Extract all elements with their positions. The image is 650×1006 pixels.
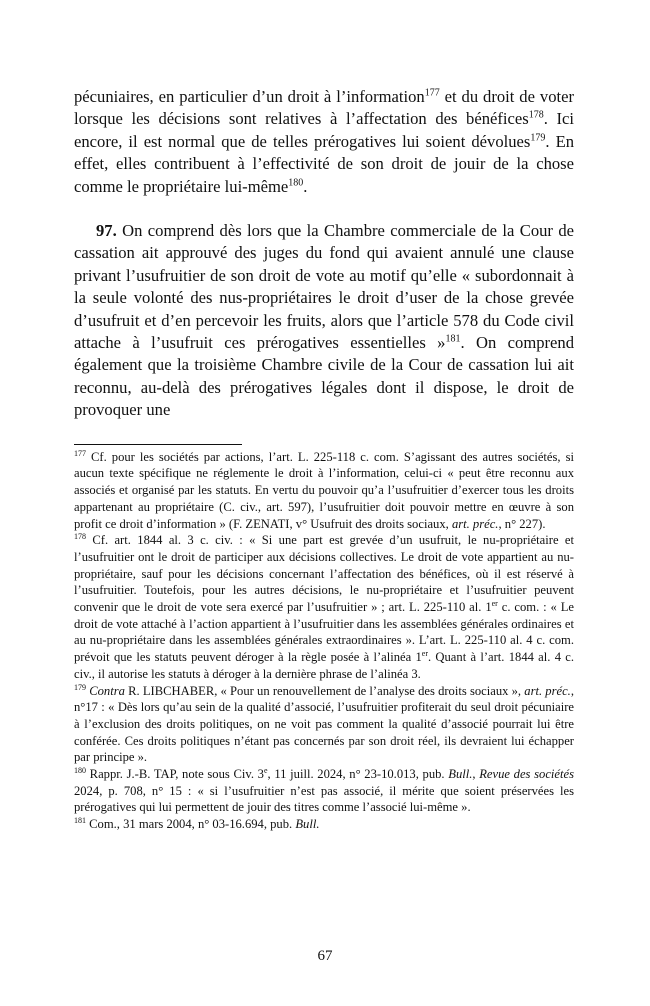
text-run: art. préc.: [451, 516, 499, 531]
footnote-ref: 179: [74, 682, 86, 692]
page-content: [74, 86, 574, 833]
text-run: Rappr. J.-B. TAP, note sous Civ. 3: [86, 767, 264, 782]
footnote-ref: 178: [74, 532, 86, 542]
text-run: Contra: [89, 683, 125, 698]
footnote-ref: 181: [445, 333, 461, 345]
footnote-ref: 178: [528, 109, 544, 121]
footnote-ref: 179: [530, 132, 546, 144]
text-run: c. com. : « Le droit de vote attaché à l’action appartient à l’usufruitier dans les assemblées générales ordinaires et au nu-propriétaire dans les assemblées générales extraordinaires ». L’art. L. 225-110 al. 4 c. com. prévoit que les statuts peuvent déroger à la règle posée à l’alinéa 1: [74, 600, 575, 665]
text-run: . Ici encore, il est normal que de telles prérogatives lui soient dévolues: [74, 109, 574, 151]
footnote-ref: 177: [424, 87, 440, 99]
paragraph-text: [74, 221, 574, 419]
footnote-separator: [74, 444, 242, 445]
footnote-ref: 180: [288, 177, 304, 189]
text-run: pécuniaires, en particulier d’un droit à l’information: [74, 87, 425, 106]
text-run: Com., 31 mars 2004, n° 03-16.694, pub.: [86, 817, 296, 832]
text-run: ,: [472, 767, 480, 782]
paragraph-97: [74, 220, 574, 422]
paragraph-number: 97.: [96, 221, 117, 241]
text-run: . Quant à l’art. 1844 al. 4 c. civ., il autorise les statuts à déroger à la dernière phrase de l’alinéa 3.: [74, 650, 574, 681]
text-run: Cf. art. 1844 al. 3 c. civ. : « Si une part est grevée d’un usufruit, le nu-propriétaire et l’usufruitier ont le droit de participer aux décisions collectives. Le droit de vote appartient au nu-propriétaire, sauf pour les décisions concernant l’affectation des bénéfices, où il est réservé à l’usufruitier. Toutefois, pour les autres décisions, le nu-propriétaire et l’usufruitier peuvent convenir que le droit de vote sera exercé par l’usufruitier » ; art. L. 225-110 al. 1: [74, 533, 574, 615]
footnote-ref: e: [263, 765, 268, 775]
text-run: et du droit de voter lorsque les décisions sont relatives à l’affectation des bénéfices: [74, 87, 574, 129]
footnote-177: [74, 449, 574, 533]
footnote-179: [74, 683, 574, 767]
text-run: R. LIBCHABER, « Pour un renouvellement de l’analyse des droits sociaux »,: [124, 683, 525, 698]
text-run: . On comprend également que la troisième Chambre civile de la Cour de cassation lui ait reconnu, au-delà des prérogatives légales dont il dispose, le droit de provoquer une: [74, 333, 575, 420]
footnote-ref: er: [421, 648, 428, 658]
text-run: , n°17 : « Dès lors qu’au sein de la qualité d’associé, l’usufruitier profiterait du seul droit pécuniaire à l’exclusion des droits politiques, on ne voit pas comment la qualité d’associé pourrait lui être conférée. Ces droits politiques n’étant pas concernés par son droit réel, ils devraient lui échapper par principe ».: [74, 683, 574, 765]
body-text: [74, 86, 574, 422]
text-run: , n° 227).: [498, 516, 546, 531]
text-run: . En effet, elles contribuent à l’effectivité de son droit de jouir de la chose comme le propriétaire lui-même: [74, 131, 574, 196]
page-number: 67: [317, 948, 333, 964]
text-run: Cf. pour les sociétés par actions, l’art. L. 225-118 c. com. S’agissant des autres sociétés, si aucun texte spécifique ne réglemente le droit à l’information, celui-ci « peut être reconnu aux associés et organisé par les statuts. En vertu du pouvoir qu’a l’usufruitier d’exercer tous les droits appartenant au propriétaire (C. civ., art. 597), l’usufruitier doit pouvoir mettre en œuvre à son profit ce droit d’information » (F. ZENATI, v° Usufruit des droits sociaux,: [74, 449, 574, 531]
footnote-ref: 180: [74, 765, 86, 775]
footnote-ref: 181: [74, 815, 86, 825]
text-run: .: [303, 176, 308, 196]
text-run: art. préc.: [524, 683, 571, 698]
text-run: 2024, p. 708, n° 15 : « si l’usufruitier n’est pas associé, il mérite que soient préservées les prérogatives qui lui permettent de jouir des titres comme l’associé lui-même ».: [74, 783, 574, 815]
text-run: On comprend dès lors que la Chambre commerciale de la Cour de cassation ait approuvé des juges du fond qui avaient annulé une clause privant l’usufruitier de son droit de vote au motif qu’elle « subordonnait à la seule volonté des nus-propriétaires le droit d’user de la chose grevée d’usufruit et d’en percevoir les fruits, alors que l’article 578 du Code civil attache à l’usufruit ces prérogatives essentielles »: [74, 221, 574, 353]
text-run: Bull.: [448, 767, 473, 782]
text-run: , 11 juill. 2024, n° 23-10.013, pub.: [267, 767, 449, 782]
footnote-181: [74, 816, 574, 833]
text-run: Bull.: [295, 817, 320, 832]
paragraph: [74, 86, 574, 198]
footnotes: [74, 449, 574, 833]
footnote-178: [74, 532, 574, 682]
text-run: Revue des sociétés: [479, 767, 574, 782]
footnote-ref: er: [491, 598, 498, 608]
footnote-180: [74, 766, 574, 816]
footnote-ref: 177: [74, 448, 86, 458]
